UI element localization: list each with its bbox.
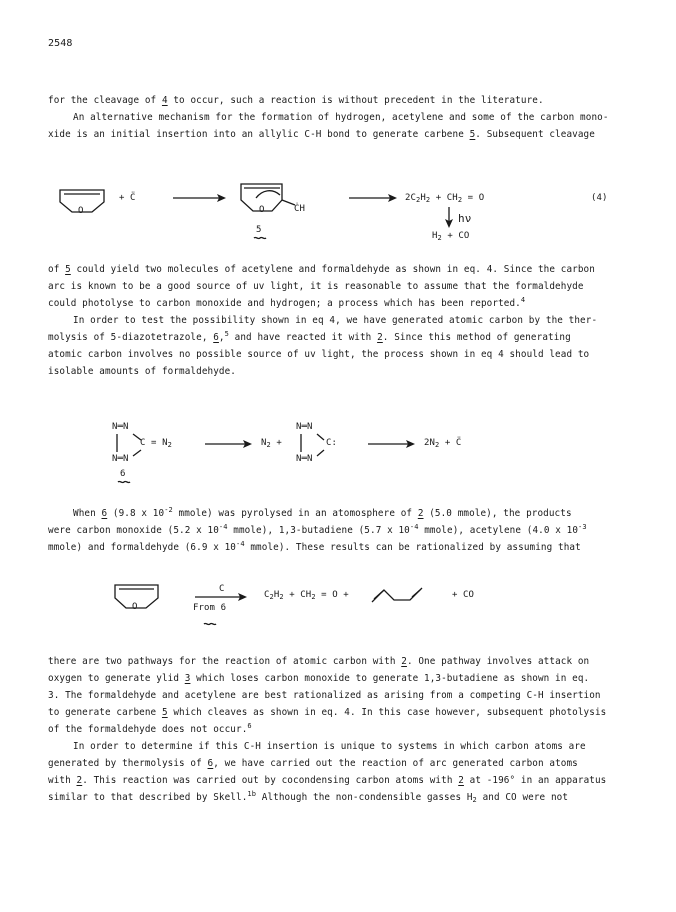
carbon-atom-reagent: + C̈ <box>119 193 136 203</box>
compound-ref: 5 <box>469 129 476 140</box>
body-text-line: of 5 could yield two molecules of acetylene and formaldehyde as shown in eq. 4. Since the carbon <box>48 264 595 275</box>
compound-ref: 5 <box>65 264 71 275</box>
body-text-line: were carbon monoxide (5.2 x $10^{-4}$ mmole), 1,3-butadiene (5.7 x $10^{-4}$ mmole), acetylene (4.0 x $10^{-3}$ <box>48 523 587 536</box>
acetylene-formaldehyde-products: $C_2H_2 + CH_2 = O$ + <box>264 590 349 601</box>
compound-ref: 2 <box>76 775 83 786</box>
body-text-line: arc is known to be a good source of uv light, it is reasonable to assume that the formaldehyde <box>48 281 584 292</box>
co-product: + CO <box>452 590 475 600</box>
azo-n-top: N═N <box>296 422 313 432</box>
photolysis-products: $H_2$ + CO <box>432 231 470 242</box>
compound-ref: 2 <box>458 775 464 786</box>
compound-ref: 6 <box>101 508 108 519</box>
body-text-line: xide is an initial insertion into an allylic C-H bond to generate carbene 5. Subsequent cleavage <box>48 129 595 140</box>
nitrogen-byproduct: $N_2$ + <box>261 438 282 449</box>
compound-ref: 2 <box>417 508 424 519</box>
body-text-line: 3. The formaldehyde and acetylene are best rationalized as arising from a competing C-H insertion <box>48 690 601 701</box>
azo-n-top: N═N <box>112 422 129 432</box>
subscript: 2 <box>472 796 477 804</box>
reagent-source: From 6 <box>193 603 227 613</box>
body-text-line: atomic carbon involves no possible source of uv light, the process shown in eq 4 should lead to <box>48 349 590 360</box>
diazo-carbon: $C = N_2$ <box>140 438 172 449</box>
azo-n-bottom: N═N <box>296 454 313 464</box>
double-bond <box>412 590 420 597</box>
body-text-line: generated by thermolysis of 6, we have carried out the reaction of arc generated carbon atoms <box>48 758 578 769</box>
page-number: 2548 <box>48 38 73 49</box>
compound-label-6: 6 <box>120 469 126 479</box>
body-text-line: oxygen to generate ylid 3 which loses carbon monoxide to generate 1,3-butadiene as shown in eq. <box>48 673 590 684</box>
body-text-line: could photolyse to carbon monoxide and hydrogen; a process which has been reported.$^4$ <box>48 296 526 309</box>
compound-label-5: 5 <box>256 225 262 235</box>
superscript: 4 <box>520 296 526 304</box>
final-products: $2N_2$ + C̈ <box>424 438 462 449</box>
superscript: -2 <box>164 506 173 514</box>
superscript: 5 <box>224 330 229 338</box>
superscript: -4 <box>218 523 228 531</box>
equation-number: (4) <box>591 193 608 203</box>
body-text-line: there are two pathways for the reaction of atomic carbon with 2. One pathway involves attack on <box>48 656 590 667</box>
carbene-carbon: C: <box>326 438 338 448</box>
ring-oxygen: O <box>259 205 265 215</box>
compound-ref: 2 <box>401 656 407 667</box>
superscript: -3 <box>578 523 587 531</box>
compound-ref: 4 <box>161 95 168 106</box>
superscript: -4 <box>236 540 245 548</box>
compound-ref: 2 <box>377 332 383 343</box>
label-tilde <box>204 623 216 624</box>
cleavage-products: $2C_2H_2 + CH_2 = O$ <box>405 193 485 204</box>
superscript: -4 <box>409 523 419 531</box>
superscript: 1b <box>247 790 257 798</box>
body-text-line: isolable amounts of formaldehyde. <box>48 366 237 377</box>
superscript: 6 <box>247 722 252 730</box>
body-text-line: similar to that described by Skell.$^{1b}$ Although the non-condensible gasses $H_2$ and CO were not <box>48 790 569 804</box>
compound-ref: 5 <box>161 707 168 718</box>
compound-ref: 3 <box>184 673 191 684</box>
body-text-line: with 2. This reaction was carried out by cocondensing carbon atoms with 2 at -196° in an apparatus <box>48 775 607 786</box>
body-text-line: mmole) and formaldehyde (6.9 x $10^{-4}$ mmole). These results can be rationalized by assuming that <box>48 540 581 553</box>
compound-ref: 6 <box>207 758 214 769</box>
reagent-carbon: C <box>219 584 225 594</box>
body-text-line: of the formaldehyde does not occur.$^6$ <box>48 722 252 735</box>
double-bond <box>374 590 384 599</box>
compound-ref: 6 <box>213 332 219 343</box>
ring-oxygen: O <box>132 602 138 612</box>
body-text-line: In order to test the possibility shown in eq 4, we have generated atomic carbon by the ther- <box>73 315 598 326</box>
body-text-line: In order to determine if this C-H insertion is unique to systems in which carbon atoms are <box>73 741 586 752</box>
carbene-ch: ĊH <box>294 204 306 214</box>
azo-n-bottom: N═N <box>112 454 129 464</box>
hv-label: hν <box>458 212 472 225</box>
ring-oxygen: O <box>78 206 84 216</box>
body-text-line: molysis of 5-diazotetrazole, 6,$^5$ and have reacted it with 2. Since this method of generating <box>48 330 571 343</box>
body-text-line: for the cleavage of 4 to occur, such a reaction is without precedent in the literature. <box>48 95 544 106</box>
body-text-line: When 6 (9.8 x $10^{-2}$ mmole) was pyrolysed in an atomosphere of 2 (5.0 mmole), the products <box>73 506 572 519</box>
body-text-line: to generate carbene 5 which cleaves as shown in eq. 4. In this case however, subsequent photolysis <box>48 707 607 718</box>
body-text-line: An alternative mechanism for the formation of hydrogen, acetylene and some of the carbon mono- <box>73 112 609 123</box>
